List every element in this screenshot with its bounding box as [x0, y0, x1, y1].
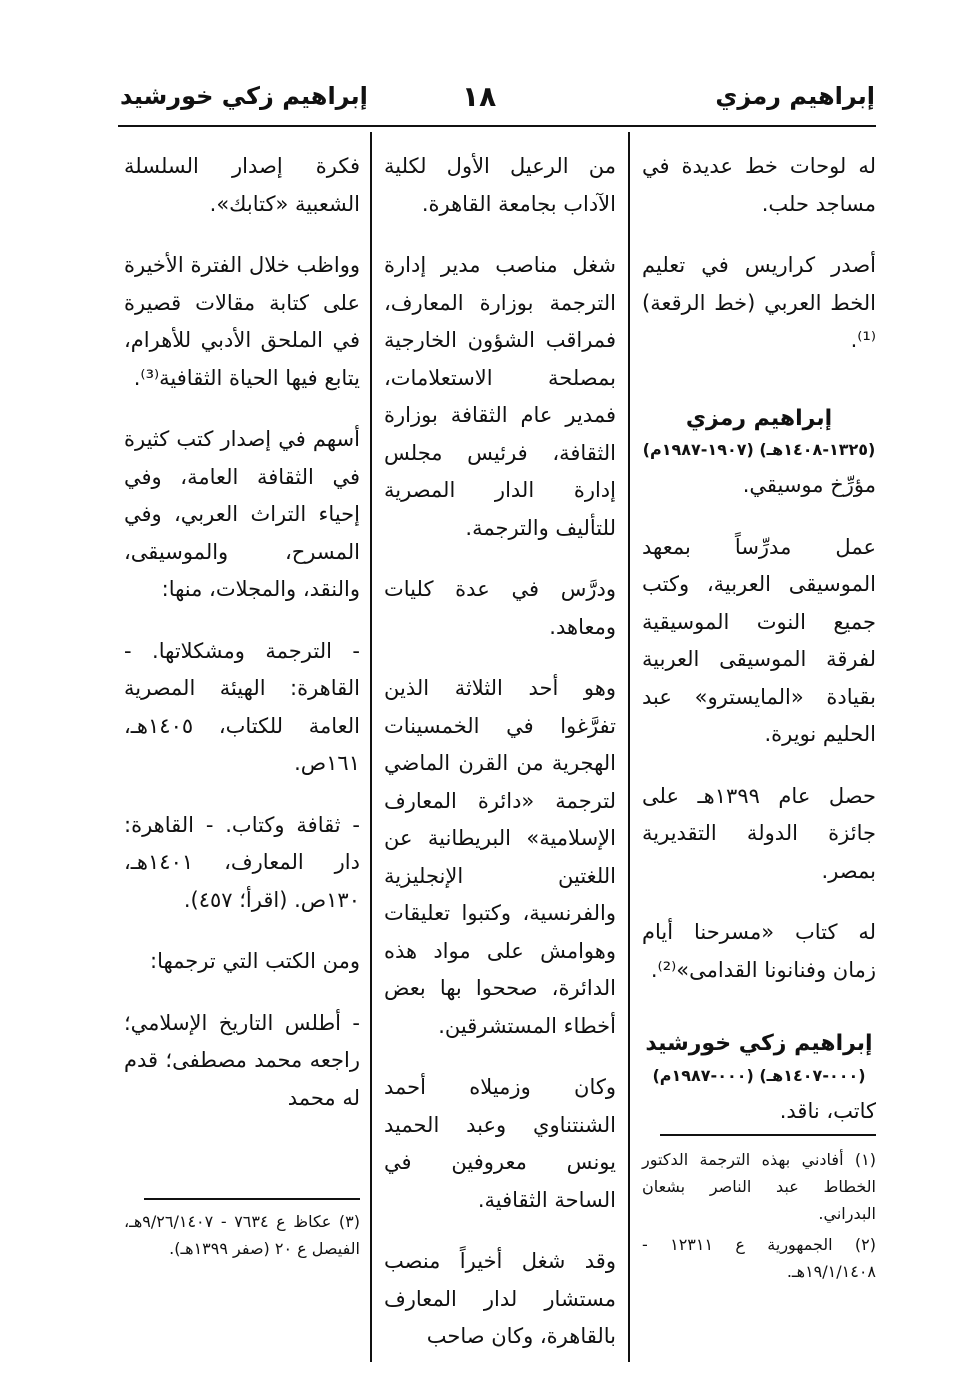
paragraph: وقد شغل أخيراً منصب مستشار لدار المعارف بالقاهرة، وكان صاحب: [384, 1249, 616, 1348]
footnote: (٢) الجمهورية ع ١٢٣١١ - ١٩/١/١٤٠٨هـ.: [642, 1235, 877, 1281]
column-middle: [384, 148, 616, 1380]
paragraph: عمل مدرِّساً بمعهد الموسيقى العربية، وكتب جميع النوت الموسيقية لفرقة الموسيقى العربية بقيادة «المايسترو» عبد الحليم نويرة.: [642, 534, 876, 746]
paragraph: ودرَّس في عدة كليات ومعاهد.: [384, 577, 616, 639]
column-divider-right: [628, 132, 630, 1362]
paragraph: وهو أحد الثلاثة الذين تفرَّغوا في الخمسينات الهجرية من القرن الماضي لترجمة «دائرة المعارف الإسلامية» البريطانية عن اللغتين الإنجليزية والفرنسية، وكتبوا تعليقات وهوامش على مواد هذه الدائرة، صححوا بها بعض أخطاء المستشرقين.: [384, 676, 616, 1038]
entry-title: إبراهيم رمزي: [685, 405, 833, 431]
paragraph: أصدر كراريس في تعليم الخط العربي (خط الرقعة)⁽¹⁾.: [642, 253, 876, 352]
column-divider-left: [370, 132, 372, 1362]
entry-role: كاتب، ناقد.: [779, 1098, 876, 1123]
footnote-rule: [144, 1198, 360, 1200]
paragraph: فكرة إصدار السلسلة الشعبية «كتابك».: [124, 154, 360, 216]
paragraph: حصل عام ١٣٩٩هـ على جائزة الدولة التقديرية بمصر.: [642, 783, 876, 883]
paragraph: أسهم في إصدار كتب كثيرة في الثقافة العامة، وفي إحياء التراث العربي، وفي المسرح، والموسيقى، والنقد، والمجلات، منها:: [124, 427, 360, 601]
paragraph: من الرعيل الأول لكلية الآداب بجامعة القاهرة.: [384, 154, 616, 216]
bibliography-item: - الترجمة ومشكلاتها. - القاهرة: الهيئة المصرية العامة للكتاب، ١٤٠٥هـ، ١٦١ص.: [124, 638, 360, 775]
entry-role: مؤرِّخ موسيقي.: [742, 473, 876, 497]
column-left: [124, 148, 360, 1141]
paragraph: له لوحات خط عديدة في مساجد حلب.: [642, 154, 876, 216]
entry-dates: (١٣٢٥-١٤٠٨هـ) (١٩٠٧-١٩٨٧م): [642, 440, 876, 459]
bibliography-item: - أطلس التاريخ الإسلامي؛ راجعه محمد مصطفى؛ قدم له محمد: [124, 1010, 360, 1110]
paragraph: وواظب خلال الفترة الأخيرة على كتابة مقالات قصيرة في الملحق الأدبي للأهرام، يتابع فيها الحياة الثقافية⁽³⁾.: [124, 253, 360, 390]
column-right: [642, 148, 876, 1154]
footnote-rule: [660, 1134, 876, 1136]
entry-dates: (٠٠٠-١٤٠٧هـ) (٠٠٠-١٩٨٧م): [652, 1065, 866, 1085]
entry-title: إبراهيم زكي خورشيد: [645, 1031, 873, 1056]
page-number: ١٨: [462, 80, 497, 113]
header-rule: [118, 125, 876, 127]
bibliography-item: - ثقافة وكتاب. - القاهرة: دار المعارف، ١٤٠١هـ، ١٣٠ص. (اقرأ؛ ٤٥٧).: [124, 812, 360, 912]
paragraph: وكان وزميلاه أحمد الشنتناوي وعبد الحميد يونس معروفين في الساحة الثقافية.: [384, 1075, 616, 1212]
running-header-left: إبراهيم زكي خورشيد: [120, 82, 368, 110]
footnotes-right: [642, 1146, 876, 1289]
footnote: (٣) عكاظ ع ٧٦٣٤ - ٩/٢٦/١٤٠٧هـ، الفيصل ع ٢٠ (صفر ١٣٩٩هـ).: [124, 1212, 360, 1258]
paragraph: له كتاب «مسرحنا أيام زمان وفنانونا القدامى»⁽²⁾.: [642, 920, 876, 982]
running-header-right: إبراهيم رمزي: [715, 82, 875, 110]
paragraph: شغل مناصب مدير إدارة الترجمة بوزارة المعارف، فمراقب الشؤون الخارجية بمصلحة الاستعلامات، فمدير عام الثقافة بوزارة الثقافة، فرئيس مجلس إدارة الدار المصرية للتأليف والترجمة.: [384, 253, 616, 540]
paragraph: ومن الكتب التي ترجمها:: [150, 949, 360, 973]
footnote: (١) أفادني بهذه الترجمة الدكتور الخطاط عبد الناصر بشعان البدراني.: [642, 1150, 876, 1223]
footnotes-left: [124, 1208, 360, 1266]
